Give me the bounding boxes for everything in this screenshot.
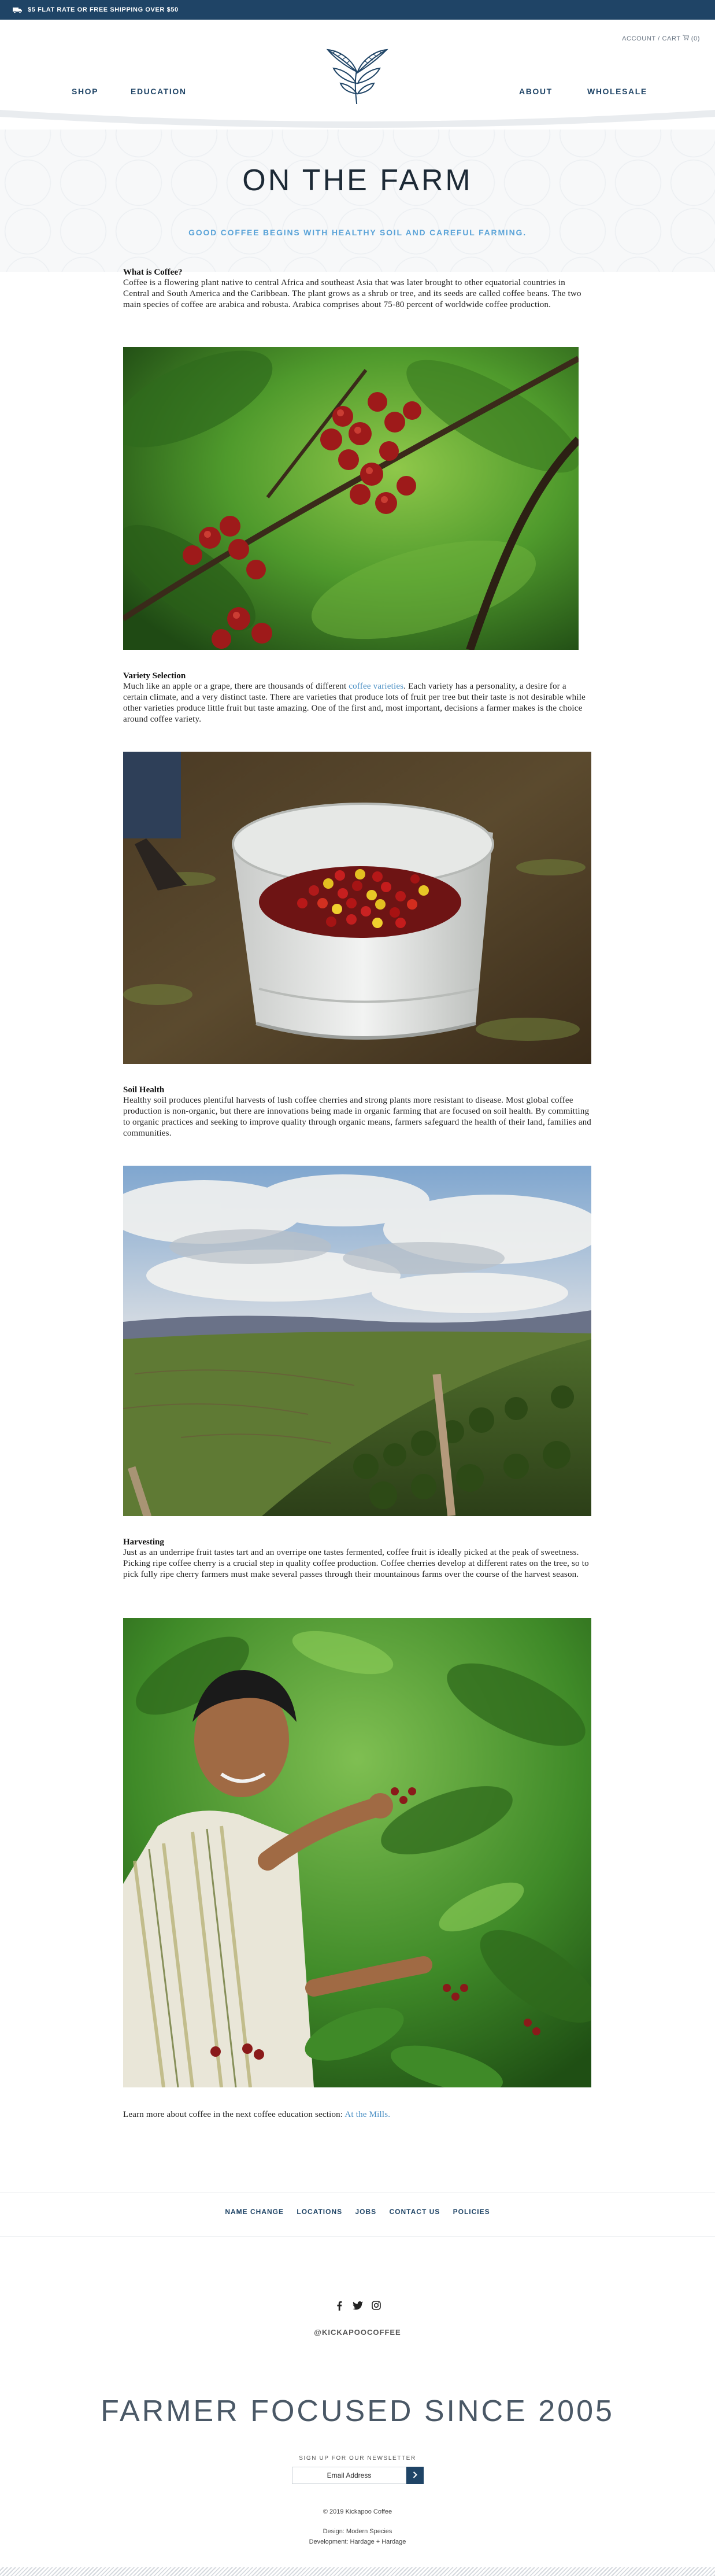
cart-count: (0) [691, 35, 700, 42]
footer-nav [0, 2208, 715, 2216]
farmer-harvesting-photo [123, 1618, 591, 2087]
footer-link-locations[interactable]: LOCATIONS [297, 2208, 343, 2216]
section-harvesting [123, 1537, 591, 1580]
twitter-icon[interactable] [353, 2300, 363, 2311]
coffee-varieties-link[interactable]: coffee varieties [349, 682, 404, 691]
footer-link-contact-us[interactable]: CONTACT US [389, 2208, 440, 2216]
farm-landscape-photo [123, 1166, 591, 1516]
instagram-icon[interactable] [371, 2300, 381, 2311]
header-curve [0, 104, 715, 133]
social-links [0, 2300, 715, 2311]
nav-shop[interactable]: SHOP [72, 87, 99, 96]
page-title: ON THE FARM [242, 164, 473, 197]
section-body [123, 681, 591, 725]
cherry-bucket-photo [123, 752, 591, 1064]
design-credit[interactable]: Design: Modern Species [323, 2528, 392, 2535]
section-body: Healthy soil produces plentiful harvests of lush coffee cherries and strong plants more resistant to disease. Most global coffee production is non-organic, but there are innovations being made in organic farming that are focused on soil health. By committing to organic practices and seeking to improve quality through organic means, farmers safeguard the health of their land, families and communities. [123, 1096, 591, 1138]
promo-text: $5 FLAT RATE OR FREE SHIPPING OVER $50 [28, 6, 179, 13]
newsletter-email-input[interactable] [292, 2467, 406, 2484]
section-heading: Soil Health [123, 1085, 165, 1095]
footer-link-name-change[interactable]: NAME CHANGE [225, 2208, 284, 2216]
account-link[interactable]: ACCOUNT [622, 35, 656, 42]
newsletter-label: SIGN UP FOR OUR NEWSLETTER [299, 2455, 416, 2462]
instagram-handle[interactable]: @KICKAPOOCOFFEE [314, 2328, 401, 2337]
at-the-mills-link[interactable]: At the Mills. [344, 2110, 391, 2119]
newsletter-form [292, 2467, 424, 2484]
footer-tagline: FARMER FOCUSED SINCE 2005 [101, 2394, 614, 2428]
cart-icon[interactable] [683, 35, 691, 42]
development-credit[interactable]: Development: Hardage + Hardage [309, 2538, 406, 2545]
closing-lead: Learn more about coffee in the next coffee education section: [123, 2110, 345, 2119]
closing-text [123, 2109, 591, 2120]
section-soil-health [123, 1085, 591, 1139]
newsletter-submit-button[interactable] [406, 2467, 424, 2484]
copyright: © 2019 Kickapoo Coffee [323, 2508, 392, 2515]
section-variety-selection [123, 671, 591, 725]
section-heading: What is Coffee? [123, 268, 183, 277]
body-text: . Each variety has a personality, a desire for a certain climate, and a very distinct taste. There are varieties that produce lots of fruit per tree but their taste is not desirable while other varieties produce little fruit but taste amazing. One of the first and, most important, decisions a farmer makes is the choice around coffee variety. [123, 682, 586, 724]
section-heading: Variety Selection [123, 671, 186, 681]
section-body: Just as an underripe fruit tastes tart and an overripe one tastes fermented, coffee fruit is ideally picked at the peak of sweetness. Picking ripe coffee cherry is a crucial step in quality coffee production. Coffee cherries develop at different rates on the tree, so to pick fully ripe cherry farmers must make several passes through their mountainous farms over the course of the harvest season. [123, 1548, 589, 1579]
bottom-stripe [0, 2567, 715, 2576]
page-subtitle: GOOD COFFEE BEGINS WITH HEALTHY SOIL AND CAREFUL FARMING. [188, 228, 527, 237]
account-links [622, 35, 700, 42]
section-heading: Harvesting [123, 1538, 164, 1547]
footer-link-jobs[interactable]: JOBS [355, 2208, 377, 2216]
closing-paragraph [123, 2109, 591, 2120]
arrow-right-icon [413, 2471, 417, 2480]
body-text: Much like an apple or a grape, there are thousands of different [123, 682, 349, 691]
cart-link[interactable]: CART [662, 35, 681, 42]
promo-bar [0, 0, 715, 20]
nav-wholesale[interactable]: WHOLESALE [587, 87, 647, 96]
truck-icon [13, 7, 22, 13]
nav-about[interactable]: ABOUT [519, 87, 553, 96]
section-body: Coffee is a flowering plant native to central Africa and southeast Asia that was later brought to other equatorial countries in Central and South America and the Caribbean. The plant grows as a shrub or tree, and its seeds are called coffee beans. The two main species of coffee are arabica and robusta. Arabica comprises about 75-80 percent of worldwide coffee production. [123, 278, 581, 309]
account-separator: / [658, 35, 660, 42]
footer-link-policies[interactable]: POLICIES [453, 2208, 490, 2216]
facebook-icon[interactable] [334, 2300, 344, 2311]
coffee-cherries-photo [123, 347, 579, 650]
coffee-leaf-logo[interactable] [320, 47, 395, 111]
nav-education[interactable]: EDUCATION [131, 87, 187, 96]
section-what-is-coffee [123, 267, 591, 311]
